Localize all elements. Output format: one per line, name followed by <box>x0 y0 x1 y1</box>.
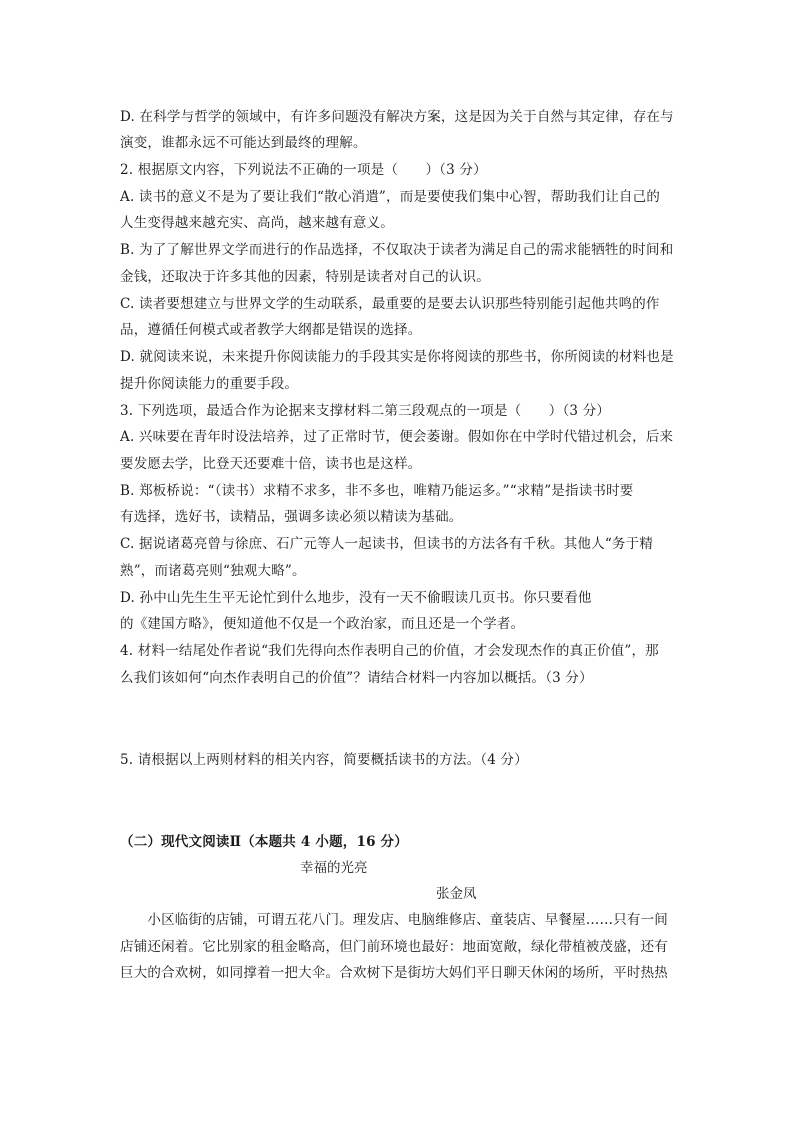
text-line: 演变，谁都永远不可能达到最终的理解。 <box>120 135 367 151</box>
option-3c: C. 据说诸葛亮曾与徐庶、石广元等人一起读书，但读书的方法各有千秋。其他人“务于精 <box>120 536 654 552</box>
text-line: 要发愿去学，比登天还要难十倍，读书也是这样。 <box>120 456 422 472</box>
option-3a: A. 兴味要在青年时设法培养，过了正常时节，便会萎谢。假如你在中学时代错过机会，后来 <box>120 429 674 445</box>
text-line: 人生变得越来越充实、高尚，越来越有意义。 <box>120 215 394 231</box>
text-line: 提升你阅读能力的重要手段。 <box>120 376 299 392</box>
option-3b: B. 郑板桥说：“（读书）求精不求多，非不多也，唯精乃能运多。”“求精”是指读书时要 <box>120 483 634 499</box>
text-line: 金钱，还取决于许多其他的因素，特别是读者对自己的认识。 <box>120 269 490 285</box>
text-line: 有选择，选好书，读精品，强调多读必须以精读为基础。 <box>120 509 463 525</box>
text-line: 的《建国方略》，便知道他不仅是一个政治家，而且还是一个学者。 <box>120 616 525 632</box>
text-line: D. 在科学与哲学的领域中，有许多问题没有解决方案，这是因为关于自然与其定律，存在与 <box>120 109 674 125</box>
option-2d: D. 就阅读来说，未来提升你阅读能力的手段其实是你将阅读的那些书，你所阅读的材料也是 <box>120 349 674 365</box>
option-2c: C. 读者要想建立与世界文学的生动联系，最重要的是要去认识那些特别能引起他共鸣的作 <box>120 296 660 312</box>
section-heading: （二）现代文阅读Ⅱ（本题共 4 小题，16 分） <box>120 834 408 850</box>
text-line: 么我们该如何“向杰作表明自己的价值”？请结合材料一内容加以概括。（3 分） <box>120 670 593 686</box>
option-2a: A. 读书的意义不是为了要让我们“散心消遣”，而是要使我们集中心智，帮助我们让自己的 <box>120 189 661 205</box>
story-author: 张金凤 <box>436 886 477 902</box>
question-4: 4. 材料一结尾处作者说“我们先得向杰作表明自己的价值，才会发现杰作的真正价值”，那 <box>120 643 659 659</box>
option-2b: B. 为了了解世界文学而进行的作品选择，不仅取决于读者为满足自己的需求能牺牲的时间和 <box>120 242 674 258</box>
story-paragraph-line: 小区临街的店铺，可谓五花八门。理发店、电脑维修店、童装店、早餐屋……只有一间 <box>120 912 668 928</box>
text-line: 熟”，而诸葛亮则“独观大略”。 <box>120 563 306 579</box>
story-paragraph-line: 巨大的合欢树，如同撑着一把大伞。合欢树下是街坊大妈们平日聊天休闲的场所，平时热热 <box>120 965 668 981</box>
option-3d: D. 孙中山先生生平无论忙到什么地步，没有一天不偷暇读几页书。你只要看他 <box>120 590 592 606</box>
text-line: 品，遵循任何模式或者教学大纲都是错误的选择。 <box>120 322 422 338</box>
story-title: 幸福的光亮 <box>300 860 368 876</box>
question-3: 3. 下列选项，最适合作为论据来支撑材料二第三段观点的一项是（ ）（3 分） <box>120 403 611 419</box>
question-2: 2. 根据原文内容，下列说法不正确的一项是（ ）（3 分） <box>120 162 487 178</box>
story-paragraph-line: 店铺还闲着。它比别家的租金略高，但门前环境也最好：地面宽敞，绿化带植被茂盛，还有 <box>120 939 668 955</box>
question-5: 5. 请根据以上两则材料的相关内容，简要概括读书的方法。（4 分） <box>120 752 528 768</box>
